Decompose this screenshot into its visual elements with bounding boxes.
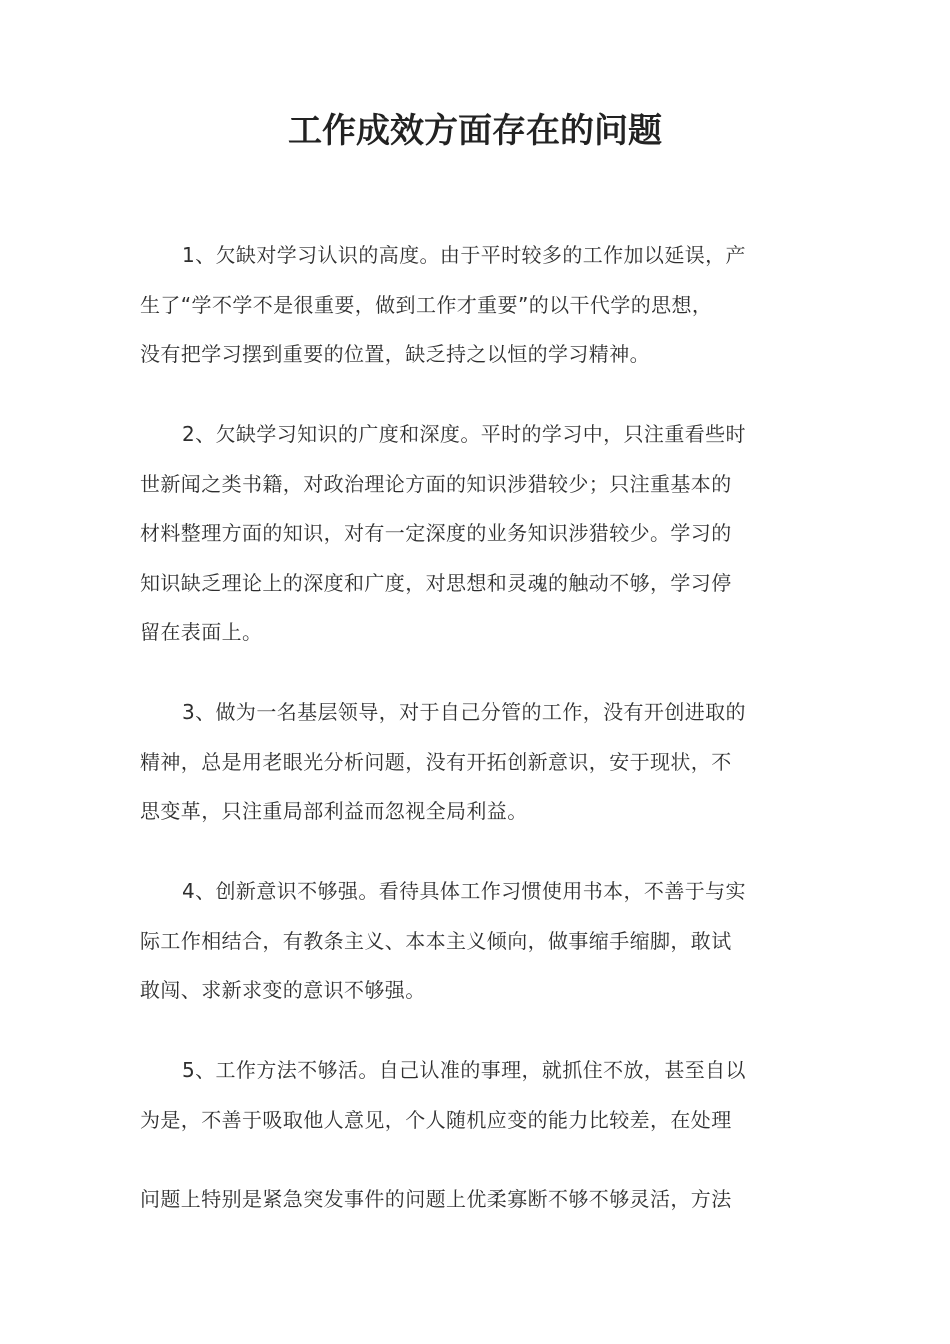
paragraph-5 [140,1046,800,1225]
document-title: 工作成效方面存在的问题 [288,111,662,151]
paragraph-line: 思变革，只注重局部利益而忽视全局利益。 [140,799,528,823]
paragraph-line: 材料整理方面的知识，对有一定深度的业务知识涉猎较少。学习的 [140,521,732,545]
paragraph-line: 2、欠缺学习知识的广度和深度。平时的学习中，只注重看些时 [182,422,746,446]
paragraph-line: 留在表面上。 [140,620,263,644]
paragraph-line: 际工作相结合，有教条主义、本本主义倾向，做事缩手缩脚，敢试 [140,928,732,953]
paragraph-line: 生了“学不学不是很重要，做到工作才重要”的以干代学的思想， [140,292,713,317]
paragraph-line: 敢闯、求新求变的意识不够强。 [140,978,426,1002]
paragraph-2 [140,410,800,658]
paragraph-line: 没有把学习摆到重要的位置，缺乏持之以恒的学习精神。 [140,342,650,366]
paragraph-4 [140,867,800,1016]
paragraph-line: 4、创新意识不够强。看待具体工作习惯使用书本，不善于与实 [182,879,746,903]
paragraph-line: 为是，不善于吸取他人意见，个人随机应变的能力比较差，在处理 [140,1107,732,1132]
paragraph-line: 3、做为一名基层领导，对于自己分管的工作，没有开创进取的 [182,700,746,724]
paragraph-line: 问题上特别是紧急突发事件的问题上优柔寡断不够不够灵活，方法 [140,1187,732,1211]
paragraph-line: 知识缺乏理论上的深度和广度，对思想和灵魂的触动不够，学习停 [140,570,732,595]
paragraph-1 [140,231,800,380]
paragraph-line: 世新闻之类书籍，对政治理论方面的知识涉猎较少；只注重基本的 [140,471,732,496]
paragraph-3 [140,688,800,837]
paragraph-line: 5、工作方法不够活。自己认准的事理，就抓住不放，甚至自以 [182,1058,746,1082]
paragraph-line: 精神，总是用老眼光分析问题，没有开拓创新意识，安于现状，不 [140,749,732,774]
paragraph-line: 1、欠缺对学习认识的高度。由于平时较多的工作加以延误，产 [182,243,746,267]
